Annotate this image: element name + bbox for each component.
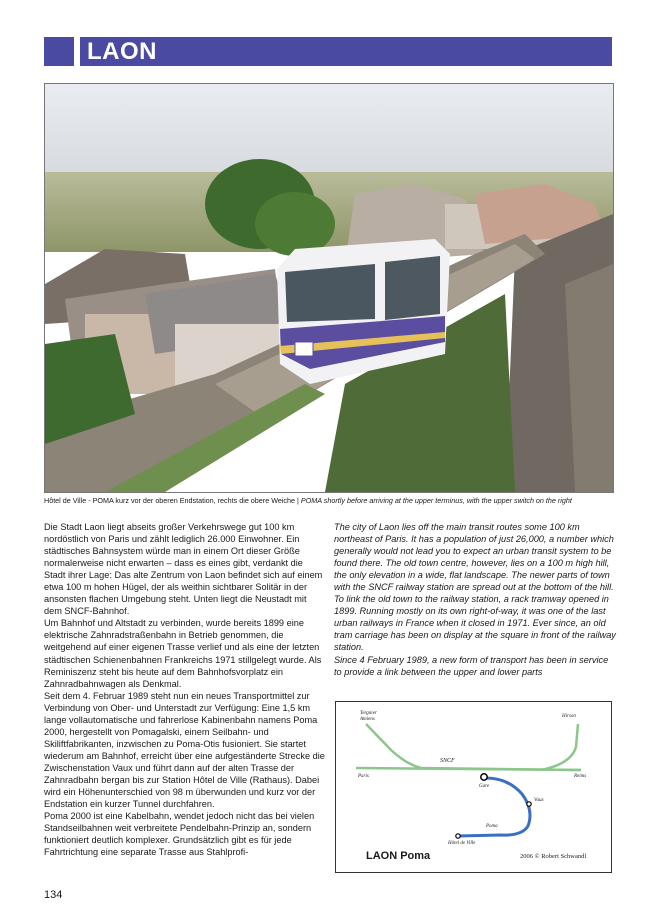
rail-line-hirson [541, 724, 578, 770]
map-credit: 2006 © Robert Schwandl [520, 853, 587, 860]
station-hotel-de-ville [456, 834, 460, 838]
paragraph: Since 4 February 1989, a new form of transport has been in service to provide a link between the upper and lower parts [334, 654, 609, 677]
page-title: LAON [87, 38, 157, 65]
paragraph: The city of Laon lies off the main transit routes some 100 km northeast of Paris. It has a population of just 26,000, a number which generally would not lead you to expect an urban transit system to be found there. The old town centre, however, lies on a 100 m high hill, the only elevation in a wide, flat landscape. The newer parts of town with the SNCF railway station are spread out at the bottom of the hill. [334, 522, 614, 593]
label-reims: Reims [574, 774, 587, 779]
label-hirson: Hirson [562, 714, 576, 719]
label-gare: Gare [479, 784, 490, 789]
header-square [44, 37, 74, 66]
label-sncf: SNCF [440, 758, 455, 764]
route-map [335, 701, 612, 873]
paragraph: To link the old town to the railway station, a rack tramway opened in 1899. Running mostly on its own right-of-way, it was one of the last urban railways in France when it closed in 1971. Ever since, an old tram carriage has been on display at the square in front of the railway station. [334, 594, 616, 653]
rail-line-tergnier [366, 724, 581, 770]
paragraph: Poma 2000 ist eine Kabelbahn, wendet jedoch nicht das bei vielen Standseilbahnen weit verbreitete Pendelbahn-Prinzip an, sondern funktioniert deutlich komplexer. Grundsätzlich gibt es für jede Fahrtrichtung eine separate Trasse aus Stahlprofi- [44, 811, 315, 858]
label-amiens: Amiens [360, 717, 375, 722]
label-tergnier: Tergnier [360, 711, 377, 716]
label-hotel-de-ville: Hôtel de Ville [448, 841, 476, 846]
photo-illustration [45, 84, 613, 492]
paragraph: Die Stadt Laon liegt abseits großer Verkehrswege gut 100 km nordöstlich von Paris und zählt lediglich 26.000 Einwohner. Ein städtisches Bahnsystem würde man in einem Ort dieser Größe normalerweise nicht erwarten – dass es eines gibt, verdankt die Stadt ihrer Lage: Das alte Zentrum von Laon befindet sich auf einem etwa 100 m hohen Hügel, der als weithin sichtbarer Solitär in der ansonsten flachen Umgebung steht. Unten liegt die Neustadt mit dem SNCF-Bahnhof. [44, 522, 323, 617]
map-lines [336, 702, 611, 872]
header-bar [80, 37, 612, 66]
station-vaux [527, 802, 531, 806]
photo-poma-laon [44, 83, 614, 493]
label-paris: Paris [358, 774, 369, 779]
label-vaux: Vaux [534, 798, 544, 803]
page-number: 134 [44, 889, 63, 901]
paragraph: Um Bahnhof und Altstadt zu verbinden, wurde bereits 1899 eine elektrische Zahnradstraßenbahn in Betrieb genommen, die weitgehend auf einer eigenen Trasse verlief und als eine der letzten städtischen Schienenbahnen Frankreichs 1971 stillgelegt wurde. Als Reminiszenz steht bis heute auf dem Bahnhofsvorplatz ein Zahnradbahnwagen als Denkmal. [44, 618, 322, 689]
caption-separator: | [295, 496, 301, 505]
caption-en: POMA shortly before arriving at the upper terminus, with the upper switch on the right [300, 496, 572, 505]
article-text-english [334, 521, 616, 678]
article-text-german [44, 521, 326, 858]
station-gare [481, 774, 487, 780]
map-title: LAON Poma [366, 850, 431, 862]
paragraph: Seit dem 4. Februar 1989 steht nun ein neues Transportmittel zur Verbindung von Ober- und Unterstadt zur Verfügung: Eine 1,5 km lange vollautomatische und fahrerlose Kabinenbahn namens Poma 2000, hergestellt von Pomagalski, einem Seilbahn- und Skiliftfabrikanten, inzwischen zu Poma-Otis fusioniert. Sie startet wiederum am Bahnhof, erreicht über eine aufgeständerte Strecke die Zwischenstation Vaux und führt dann auf der alten Trasse der Zahnradbahn bergan bis zur Station Hôtel de Ville (Rathaus). Dabei wird ein Höhenunterschied von 98 m überwunden und kurz vor der Endstation ein kurzer Tunnel durchfahren. [44, 690, 325, 810]
label-poma: Poma [486, 824, 498, 829]
caption-de: Hôtel de Ville - POMA kurz vor der oberen Endstation, rechts die obere Weiche [44, 496, 296, 505]
photo-caption [44, 496, 624, 505]
